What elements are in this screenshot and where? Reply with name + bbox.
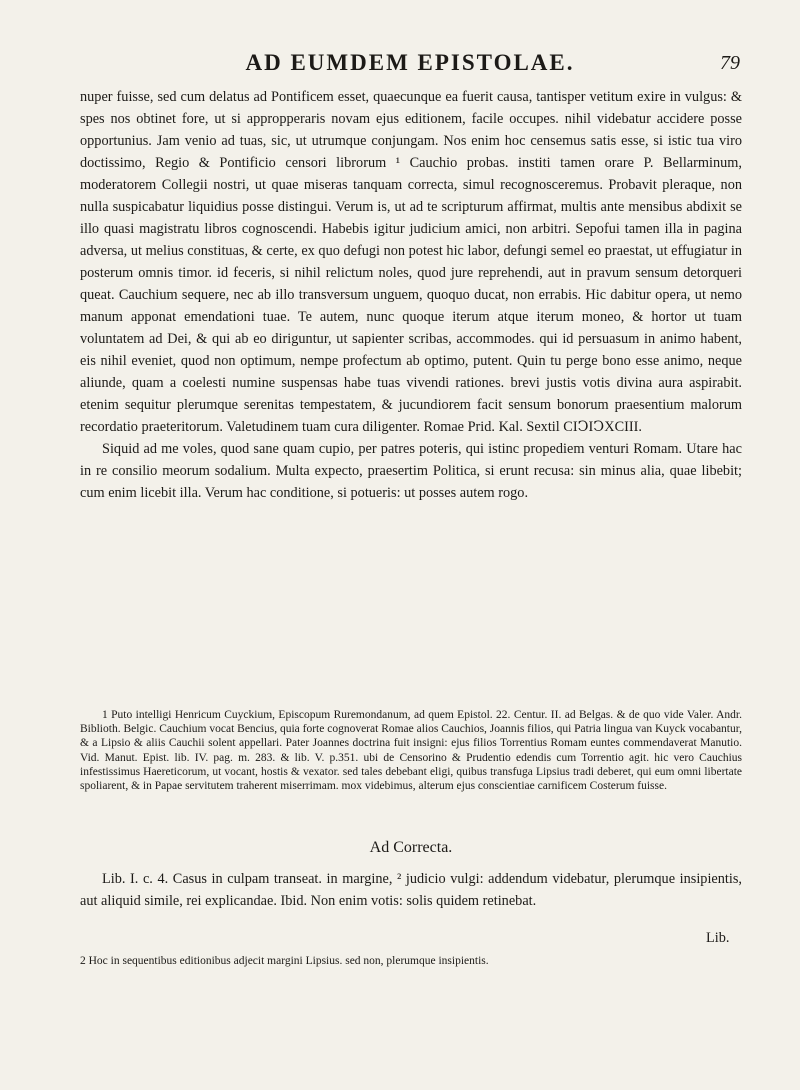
page-number: 79 (720, 52, 740, 74)
correction-paragraph: Lib. I. c. 4. Casus in culpam transeat. in margine, ² judicio vulgi: addendum videbatur, plerumque insipientis, aut aliquid simile, rei explicandae. Ibid. Non enim votis: solis quidem retinebat. (80, 871, 742, 909)
footnote-1: 1 Puto intelligi Henricum Cuyckium, Episcopum Ruremondanum, ad quem Epistol. 22. Centur. II. ad Belgas. & de quo vide Valer. Andr. Biblioth. Belgic. Cauchium vocat Bencius, quia forte cognoverat Romae alios Cauchios, Joannis filios, qui Patria lingua van Kuyck vocabantur, & a Lipsio & aliis Cauchii solent appellari. Pater Joannes doctrina fuit insigni: ejus filios Torrentius Romam euntes commendaverat Manutio. Vid. Manut. Epist. lib. IV. pag. m. 283. & lib. V. p.351. ubi de Censorino & Prudentio edendis cum Torrentio agit. hic vero Cauchius infestissimus Haereticorum, ut vocant, hostis & vexator. sed tales debebant eligi, quibus transfuga Lipsius tradi deberet, qui eum omni libertate spoliarent, & in Papae servitutem traherent miserrimam. mox videbimus, alterum ejus conscientiae carnificem Costerum fuisse. (80, 709, 742, 793)
footnote-block (80, 708, 742, 793)
body-paragraph: Siquid ad me voles, quod sane quam cupio, per patres poteris, qui istinc propediem venturi Romam. Utare hac in re consilio meorum sodalium. Multa expecto, praesertim Politica, si erunt recusa: sin minus alia, quae libebit; cum enim licebit illa. Verum hac conditione, si potueris: ut posses autem rogo. (80, 441, 742, 501)
catchword: Lib. (706, 930, 730, 946)
body-paragraph: nuper fuisse, sed cum delatus ad Pontificem esset, quaecunque ea fuerit causa, tantisper vetitum exire in vulgus: & spes nos obtinet fore, ut si appropperaris novam ejus editionem, facile occupes. nihil videbatur accidere posse opportunius. Jam venio ad tuas, sic, ut utrumque conjungam. Nos enim hoc censemus satis esse, si istic tua viro doctissimo, Regio & Pontificio censori librorum ¹ Cauchio probas. institi tamen orare P. Bellarminum, moderatorem Collegii nostri, ut quae miseras tanquam correcta, simul recognosceremus. Probavit pleraque, non nulla suspicabatur liquidius posse distingui. Verum is, ut ad te scripturum affirmat, multis ante mensibus abdixit se illo quasi magistratu libros cognoscendi. Habebis igitur judicium amici, non arbitri. Sepofui tamen illa in pagina adversa, ut melius constituas, & certe, ex quo defugi non potest hic labor, defungi semel eo praestat, ut effugiatur in posterum omnis timor. id feceris, si nihil relictum noles, quod jure reprehendi, aut in pravum sensum detorqueri queat. Cauchium sequere, nec ab illo transversum unguem, quoquo ducat, non errabis. Hic dabitur opera, ut nemo manum apponat emendationi tuae. Te autem, nunc quoque iterum atque iterum moneo, & hortor ut tuam voluntatem ad Dei, & qui ab eo diriguntur, ut sapienter scribas, accommodes. qui id persuasum in animo habent, eis nihil eveniet, quod non optimum, nempe profectum ab optimo, putent. Quin tu perge bono esse animo, neque aliunde, quam a coelesti numine suspensas habe tuas vivendi rationes. brevi justis votis divina aura aspirabit. etenim sequitur plerumque serenitas tempestatem, & jucundiorem facit sensum bonorum praesentium malorum recordatio praeteritorum. Valetudinem tuam cura diligenter. Romae Prid. Kal. Sextil CIↃIↃXCIII. (80, 89, 742, 435)
running-title: AD EUMDEM EPISTOLAE. (245, 50, 575, 75)
footnote-2: 2 Hoc in sequentibus editionibus adjecit margini Lipsius. sed non, plerumque insipientis. (80, 955, 489, 967)
epistle-body (80, 86, 742, 504)
page-header (80, 44, 740, 84)
section-heading: Ad Correcta. (369, 839, 453, 856)
correction-note (80, 868, 742, 912)
